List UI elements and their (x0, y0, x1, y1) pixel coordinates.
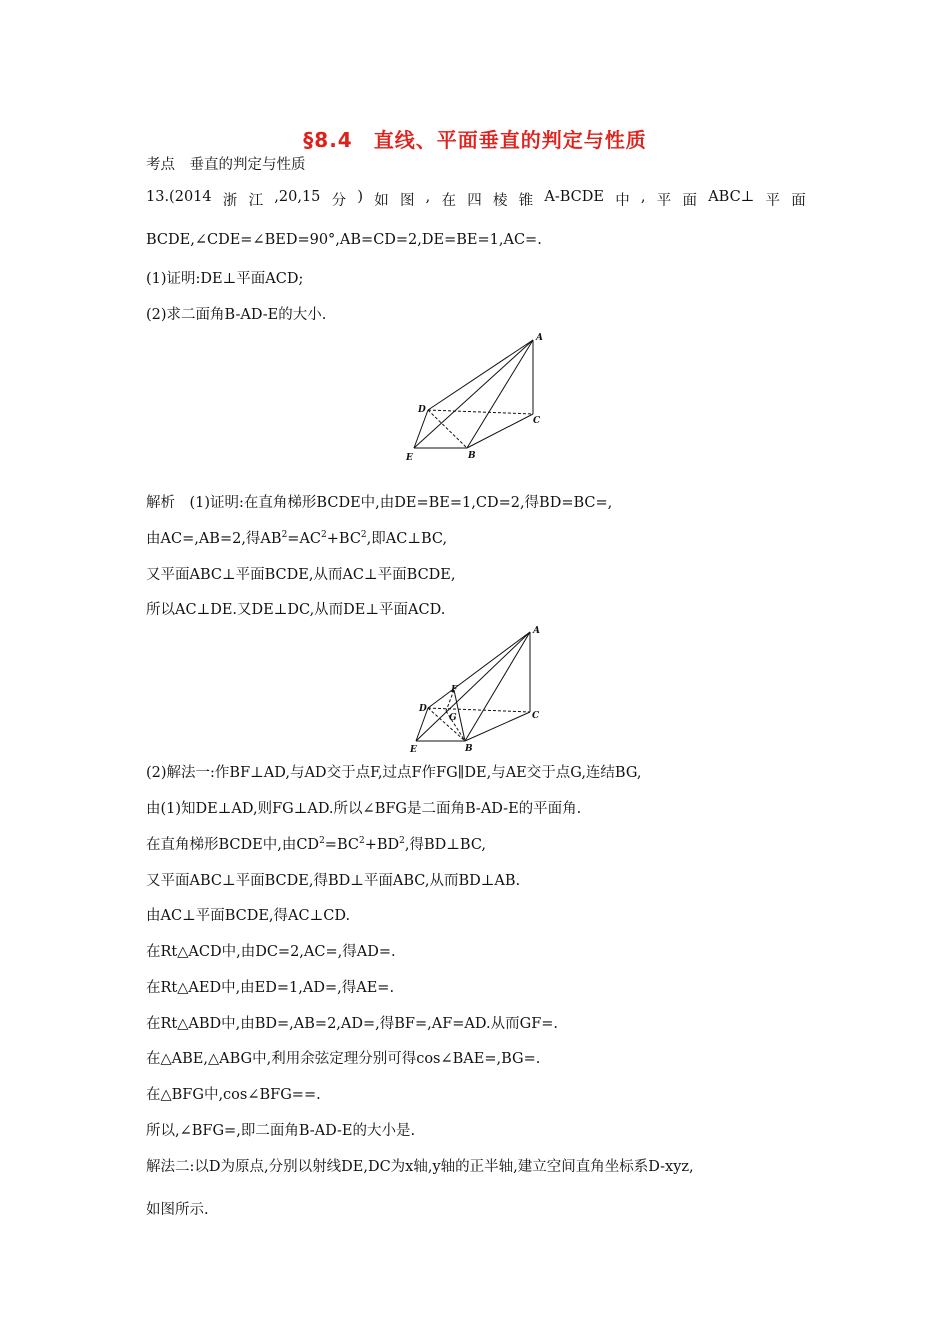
solution-line-14: 在△BFG中,cos∠BFG==. (146, 1087, 321, 1103)
edge-dc-hidden (428, 708, 530, 712)
label-a: A (536, 333, 543, 343)
label-a: A (533, 626, 540, 636)
section-title: §8.4 直线、平面垂直的判定与性质 (303, 128, 647, 152)
solution-line-15: 所以,∠BFG=,即二面角B-AD-E的大小是. (146, 1123, 416, 1139)
edge-ab (465, 632, 530, 741)
solution-line-11: 在Rt△AED中,由ED=1,AD=,得AE=. (146, 980, 395, 996)
text-part: ,得BD⊥BC, (404, 837, 487, 853)
solution-line-12: 在Rt△ABD中,由BD=,AB=2,AD=,得BF=,AF=AD.从而GF=. (146, 1016, 559, 1032)
edge-ad (428, 340, 533, 410)
superscript: 2 (399, 836, 405, 847)
solution-line-4: 所以AC⊥DE.又DE⊥DC,从而DE⊥平面ACD. (146, 602, 446, 618)
edge-bc (465, 712, 530, 741)
word: 中 (615, 193, 630, 209)
word: 13.(2014 (146, 189, 212, 205)
word: 棱 (492, 193, 508, 209)
edge-dc-hidden (428, 410, 533, 414)
solution-line-10: 在Rt△ACD中,由DC=2,AC=,得AD=. (146, 944, 396, 960)
text-part: 由AC=,AB=2,得AB (146, 531, 282, 547)
solution-line-9: 由AC⊥平面BCDE,得AC⊥CD. (146, 908, 351, 924)
word: 在 (441, 193, 456, 209)
superscript: 2 (319, 836, 325, 847)
label-e: E (406, 453, 413, 463)
word: 平 (656, 193, 672, 209)
label-g: G (449, 713, 457, 723)
label-d: D (418, 405, 426, 415)
pyramid-figure-1 (400, 330, 560, 465)
word: 图 (399, 193, 415, 209)
pyramid-figure-2 (400, 622, 560, 756)
solution-line-6: 由(1)知DE⊥AD,则FG⊥AD.所以∠BFG是二面角B-AD-E的平面角. (146, 801, 582, 817)
word: 江 (248, 193, 264, 209)
solution-line-5: (2)解法一:作BF⊥AD,与AD交于点F,过点F作FG∥DE,与AE交于点G,连结BG, (146, 765, 642, 781)
word: A-BCDE (544, 189, 604, 205)
word: ABC⊥ (708, 189, 755, 205)
word: 如 (374, 193, 389, 209)
word: ,20,15 (274, 189, 321, 205)
text-part: =AC (287, 531, 322, 547)
superscript: 2 (358, 836, 365, 847)
solution-line-3: 又平面ABC⊥平面BCDE,从而AC⊥平面BCDE, (146, 567, 456, 583)
problem-line-1 (146, 189, 806, 210)
text-part: +BD (364, 837, 400, 853)
label-c: C (532, 711, 540, 721)
label-b: B (468, 451, 476, 461)
label-e: E (410, 745, 417, 755)
text-part: +BC (326, 531, 361, 547)
label-d: D (419, 704, 427, 714)
word: 四 (467, 193, 482, 209)
superscript: 2 (281, 530, 288, 541)
label-b: B (465, 744, 473, 754)
word: 平 (765, 193, 781, 209)
text-part: =BC (324, 837, 359, 853)
label-c: C (533, 416, 541, 426)
solution-line-17: 如图所示. (146, 1202, 209, 1218)
solution-line-13: 在△ABE,△ABG中,利用余弦定理分别可得cos∠BAE=,BG=. (146, 1051, 541, 1067)
word: , (425, 189, 431, 205)
solution-line-2 (146, 527, 447, 548)
word: 面 (791, 193, 806, 209)
text-part: 在直角梯形BCDE中,由CD (146, 837, 320, 853)
word: , (640, 189, 646, 205)
superscript: 2 (360, 530, 367, 541)
solution-line-8: 又平面ABC⊥平面BCDE,得BD⊥平面ABC,从而BD⊥AB. (146, 873, 521, 889)
edge-ae (414, 340, 533, 448)
solution-line-16: 解法二:以D为原点,分别以射线DE,DC为x轴,y轴的正半轴,建立空间直角坐标系D-xyz, (146, 1159, 694, 1175)
edge-ab (467, 340, 533, 448)
text-part: ,即AC⊥BC, (366, 531, 448, 547)
word: 面 (682, 193, 697, 209)
topic-heading: 考点 垂直的判定与性质 (146, 157, 306, 173)
word: 分 (331, 193, 347, 209)
problem-line-2: BCDE,∠CDE=∠BED=90°,AB=CD=2,DE=BE=1,AC=. (146, 232, 542, 248)
question-2: (2)求二面角B-AD-E的大小. (146, 307, 327, 323)
word: ) (357, 189, 364, 205)
edge-ae (416, 632, 530, 741)
solution-line-7 (146, 833, 486, 854)
word: 锥 (518, 193, 534, 209)
solution-line-1: 解析 (1)证明:在直角梯形BCDE中,由DE=BE=1,CD=2,得BD=BC=, (146, 495, 613, 511)
word: 浙 (222, 193, 238, 209)
edge-db-hidden (428, 410, 467, 448)
edge-ad (428, 632, 530, 708)
question-1: (1)证明:DE⊥平面ACD; (146, 271, 304, 287)
superscript: 2 (321, 530, 327, 541)
label-f: F (451, 685, 458, 695)
